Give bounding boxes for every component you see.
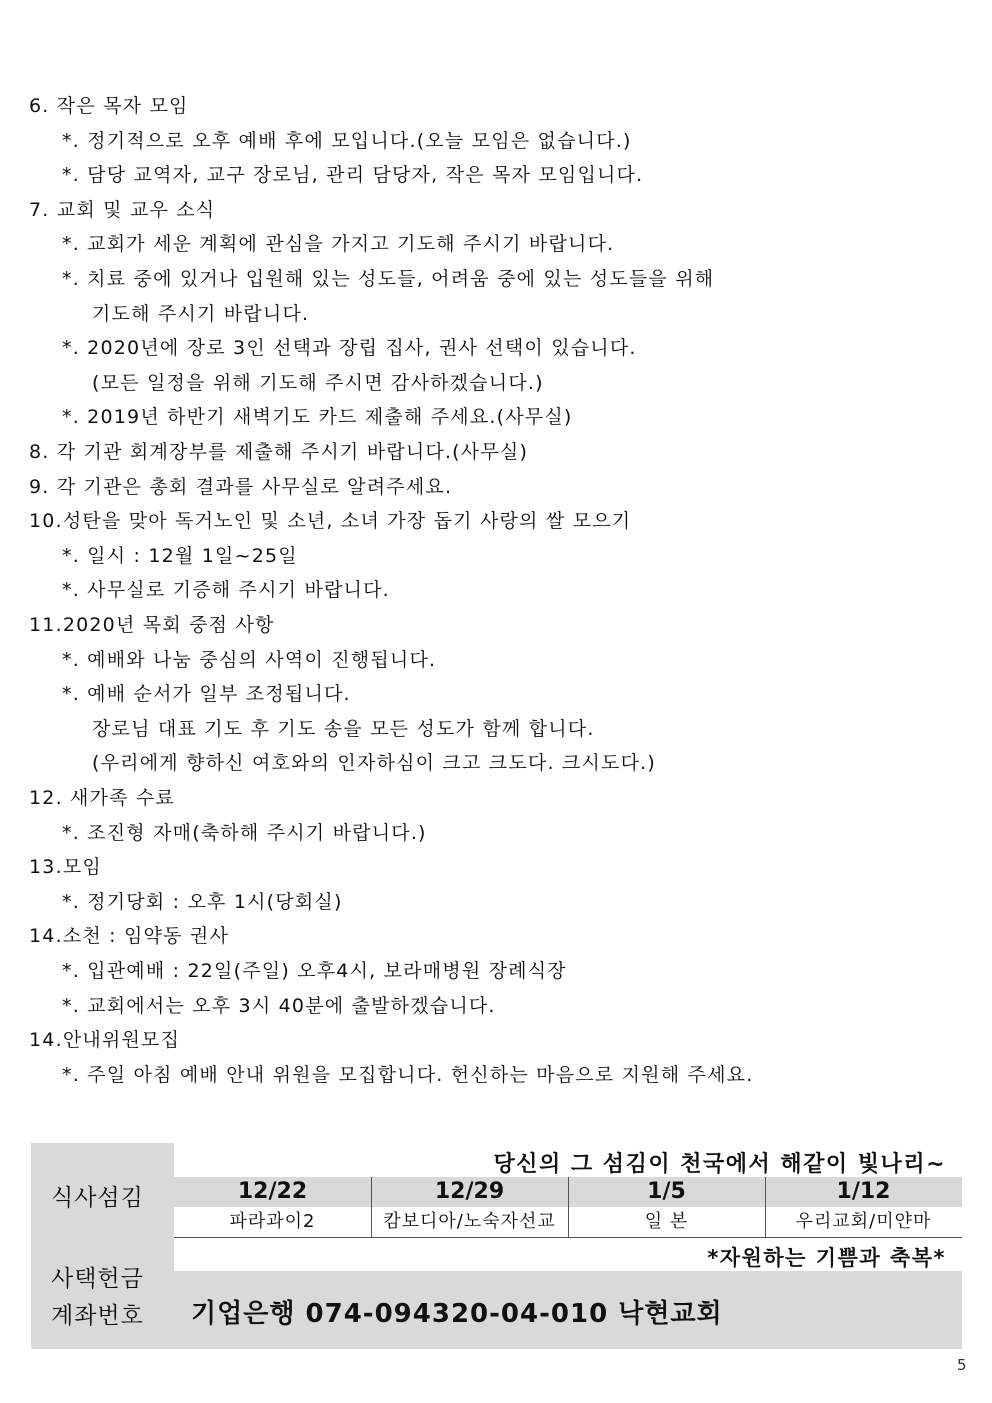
announcement-item: *. 조진형 자매(축하해 주시기 바랍니다.) <box>62 821 427 844</box>
section-heading: 10.성탄을 맞아 독거노인 및 소년, 소녀 가장 돕기 사랑의 쌀 모으기 <box>29 510 632 533</box>
announcement-item: (우리에게 향하신 여호와의 인자하심이 크고 크도다. 크시도다.) <box>92 752 656 775</box>
meal-label: 식사섬김 <box>51 1185 144 1211</box>
announcement-item: *. 사무실로 기증해 주시기 바랍니다. <box>62 579 390 602</box>
announcement-item: *. 예배와 나눔 중심의 사역이 진행됩니다. <box>62 648 437 671</box>
announcement-item: *. 일시 : 12월 1일~25일 <box>62 544 298 567</box>
announcement-item: *. 치료 중에 있거나 입원해 있는 성도들, 어려움 중에 있는 성도들을 위해 <box>62 268 715 290</box>
joy-text: *자원하는 기쁨과 축복* <box>707 1246 946 1270</box>
announcement-item: *. 입관예배 : 22일(주일) 오후4시, 보라매병원 장례식장 <box>62 960 567 982</box>
offering-label: 사택헌금 <box>51 1266 144 1292</box>
account-label: 계좌번호 <box>51 1303 144 1329</box>
schedule-date: 12/22 <box>237 1179 308 1204</box>
announcement-item: *. 담당 교역자, 교구 장로님, 관리 담당자, 작은 목자 모임입니다. <box>62 164 644 187</box>
announcement-item: 기도해 주시기 바랍니다. <box>92 302 310 325</box>
schedule-date: 1/5 <box>647 1179 686 1204</box>
column-divider <box>371 1177 372 1237</box>
section-heading: 13.모임 <box>29 856 102 879</box>
column-divider <box>765 1177 766 1237</box>
footer-box <box>31 1143 962 1349</box>
section-heading: 12. 새가족 수료 <box>29 787 176 809</box>
column-divider <box>568 1177 569 1237</box>
section-heading: 9. 각 기관은 총회 결과를 사무실로 알려주세요. <box>29 475 453 498</box>
section-heading: 11.2020년 목회 중점 사항 <box>29 614 275 636</box>
section-heading: 7. 교회 및 교우 소식 <box>29 198 216 221</box>
slogan: 당신의 그 섬김이 천국에서 해같이 빛나리~ <box>493 1152 946 1177</box>
section-heading: 14.안내위원모집 <box>29 1029 181 1052</box>
schedule-date: 1/12 <box>836 1179 891 1204</box>
bank-account: 기업은행 074-094320-04-010 낙현교회 <box>191 1299 723 1329</box>
announcement-item: *. 주일 아침 예배 안내 위원을 모집합니다. 헌신하는 마음으로 지원해 주세요. <box>62 1063 754 1086</box>
announcement-item: *. 예배 순서가 일부 조정됩니다. <box>62 683 351 706</box>
page-number: 5 <box>957 1356 967 1374</box>
schedule-mission: 우리교회/미얀마 <box>795 1211 932 1232</box>
announcement-item: *. 교회에서는 오후 3시 40분에 출발하겠습니다. <box>62 994 496 1017</box>
announcement-item: 장로님 대표 기도 후 기도 송을 모든 성도가 함께 합니다. <box>92 717 595 740</box>
announcement-item: *. 교회가 세운 계획에 관심을 가지고 기도해 주시기 바랍니다. <box>62 233 615 256</box>
announcement-item: *. 2019년 하반기 새벽기도 카드 제출해 주세요.(사무실) <box>62 406 573 429</box>
announcement-item: *. 정기적으로 오후 예배 후에 모입니다.(오늘 모임은 없습니다.) <box>62 129 632 152</box>
announcement-item: *. 2020년에 장로 3인 선택과 장립 집사, 권사 선택이 있습니다. <box>62 337 637 360</box>
schedule-mission: 일 본 <box>644 1211 689 1232</box>
announcement-item: (모든 일정을 위해 기도해 주시면 감사하겠습니다.) <box>92 371 544 394</box>
announcement-item: *. 정기당회 : 오후 1시(당회실) <box>62 890 343 913</box>
schedule-date: 12/29 <box>434 1179 505 1204</box>
row-divider <box>174 1237 962 1238</box>
schedule-mission: 캄보디아/노숙자선교 <box>383 1211 556 1232</box>
schedule-mission: 파라과이2 <box>229 1211 316 1232</box>
section-heading: 8. 각 기관 회계장부를 제출해 주시기 바랍니다.(사무실) <box>29 441 529 463</box>
section-heading: 14.소천 : 임약동 권사 <box>29 925 230 948</box>
section-heading: 6. 작은 목자 모임 <box>29 95 189 117</box>
